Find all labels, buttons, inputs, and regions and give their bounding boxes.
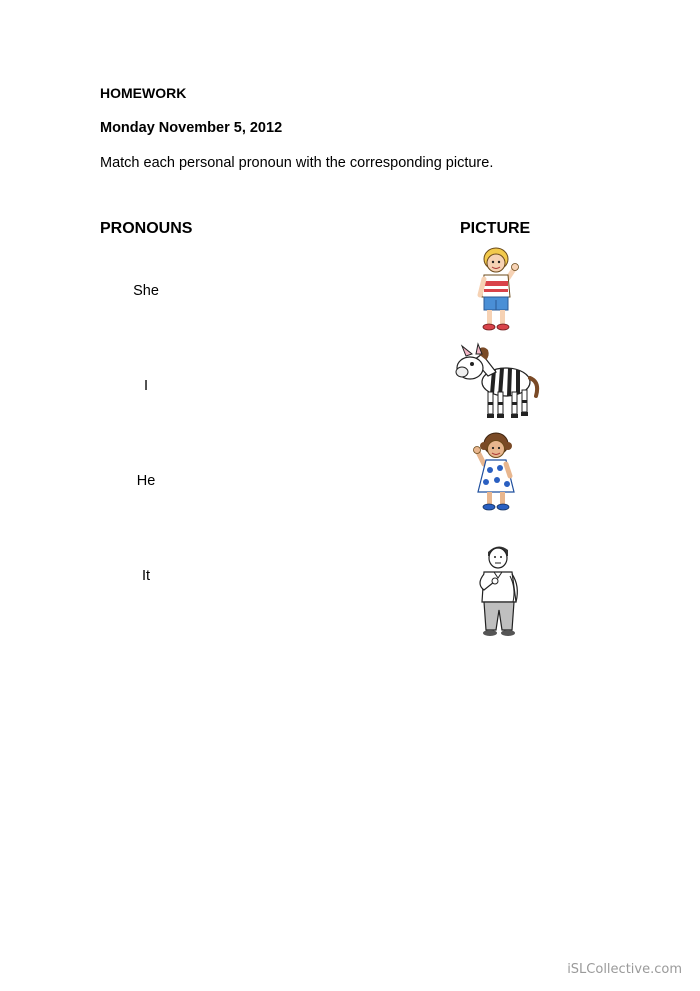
man-pointing-self-icon <box>470 540 530 640</box>
girl-waving-icon <box>470 430 526 516</box>
pronoun-she: She <box>133 283 159 299</box>
homework-date: Monday November 5, 2012 <box>100 120 283 136</box>
homework-title: HOMEWORK <box>100 85 187 101</box>
pronoun-i: I <box>143 378 149 394</box>
picture-heading: PICTURE <box>460 220 531 237</box>
zebra-icon <box>452 342 542 422</box>
instruction-text: Match each personal pronoun with the corresponding picture. <box>100 155 494 171</box>
pronoun-he: He <box>136 473 156 489</box>
pronoun-it: It <box>141 568 151 584</box>
watermark-text: iSLCollective.com <box>567 962 682 977</box>
boy-waving-icon <box>470 245 526 335</box>
pronouns-heading: PRONOUNS <box>100 220 193 237</box>
